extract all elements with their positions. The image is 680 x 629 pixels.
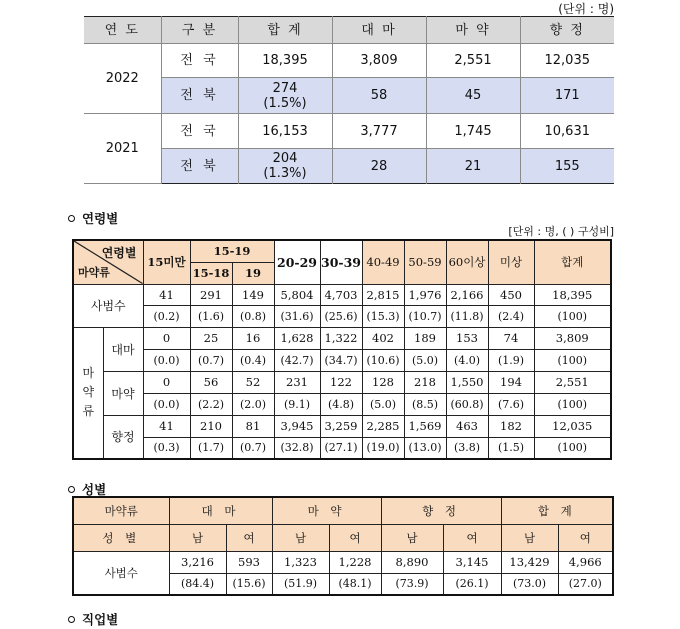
value-cell: 1,569 <box>404 415 446 437</box>
percent-cell: (4.8) <box>320 393 362 415</box>
cannabis-cell: 58 <box>332 78 426 114</box>
header-age: 15-19 <box>190 240 274 262</box>
header-male: 남 <box>169 524 226 551</box>
value-cell: 1,628 <box>274 327 320 349</box>
value-cell: 52 <box>232 371 274 393</box>
value-cell: 2,551 <box>534 371 611 393</box>
cannabis-cell: 3,809 <box>332 44 426 78</box>
value-cell: 0 <box>143 327 190 349</box>
value-cell: 593 <box>226 551 272 573</box>
value-cell: 128 <box>362 371 404 393</box>
drug-group-label <box>73 327 103 459</box>
header-age: 50-59 <box>404 240 446 284</box>
header-age: 20-29 <box>274 240 320 284</box>
value-cell: 1,976 <box>404 284 446 305</box>
psychotropic-cell: 12,035 <box>520 44 614 78</box>
narcotics-cell: 1,745 <box>426 114 520 149</box>
table-row <box>73 305 611 327</box>
year-cell: 2021 <box>84 114 161 184</box>
percent-cell: (31.6) <box>274 305 320 327</box>
percent-cell: (7.6) <box>488 393 534 415</box>
percent-cell: (19.0) <box>362 437 404 459</box>
value-cell: 56 <box>190 371 232 393</box>
value-cell: 3,216 <box>169 551 226 573</box>
percent-cell: (25.6) <box>320 305 362 327</box>
value-cell: 182 <box>488 415 534 437</box>
percent-cell: (32.8) <box>274 437 320 459</box>
percent-cell: (15.6) <box>226 573 272 595</box>
corner-bottom-label: 마약류 <box>78 265 110 279</box>
narcotics-cell: 2,551 <box>426 44 520 78</box>
table-row <box>73 284 611 305</box>
percent-cell: (100) <box>534 349 611 371</box>
value-cell: 12,035 <box>534 415 611 437</box>
table-row <box>73 327 611 349</box>
section-title: 연령별 <box>82 211 119 226</box>
value-cell: 3,145 <box>443 551 501 573</box>
percent-cell: (27.0) <box>558 573 613 595</box>
percent-cell: (100) <box>534 437 611 459</box>
row-label: 향정 <box>103 415 143 459</box>
header-psychotropic: 향 정 <box>520 17 614 44</box>
value-cell: 1,550 <box>446 371 488 393</box>
year-cell: 2022 <box>84 44 161 114</box>
total-cell: 16,153 <box>238 114 332 149</box>
percent-cell: (60.8) <box>446 393 488 415</box>
table-row <box>73 393 611 415</box>
value-cell: 1,228 <box>329 551 381 573</box>
percent-cell: (1.6) <box>190 305 232 327</box>
value-cell: 3,809 <box>534 327 611 349</box>
value-cell: 5,804 <box>274 284 320 305</box>
header-age: 15-18 <box>190 262 232 284</box>
percent-cell: (0.7) <box>190 349 232 371</box>
percent-cell: (1.7) <box>190 437 232 459</box>
header-category: 구 분 <box>161 17 238 44</box>
header-female: 여 <box>443 524 501 551</box>
percent-cell: (48.1) <box>329 573 381 595</box>
value-cell: 1,322 <box>320 327 362 349</box>
header-male: 남 <box>381 524 443 551</box>
percent-cell: (0.2) <box>143 305 190 327</box>
value-cell: 194 <box>488 371 534 393</box>
value-cell: 153 <box>446 327 488 349</box>
table-row <box>73 437 611 459</box>
percent-cell: (13.0) <box>404 437 446 459</box>
corner-header <box>73 240 143 284</box>
psychotropic-cell: 171 <box>520 78 614 114</box>
percent-cell: (10.6) <box>362 349 404 371</box>
header-gender: 성 별 <box>73 524 169 551</box>
value-cell: 81 <box>232 415 274 437</box>
table-row <box>84 44 614 78</box>
drug-group-char: 마 <box>82 366 95 381</box>
header-drug: 마약류 <box>73 497 169 524</box>
percent-cell: (0.4) <box>232 349 274 371</box>
yearly-summary-table <box>84 16 614 184</box>
percent-cell: (0.8) <box>232 305 274 327</box>
percent-cell: (9.1) <box>274 393 320 415</box>
percent-cell: (3.8) <box>446 437 488 459</box>
percent-cell: (10.7) <box>404 305 446 327</box>
table-row <box>84 114 614 149</box>
percent-cell: (27.1) <box>320 437 362 459</box>
header-year: 연 도 <box>84 17 161 44</box>
header-female: 여 <box>558 524 613 551</box>
percent-cell: (2.4) <box>488 305 534 327</box>
circle-bullet-icon <box>68 486 75 493</box>
value-cell: 25 <box>190 327 232 349</box>
percent-cell: (5.0) <box>404 349 446 371</box>
circle-bullet-icon <box>68 215 75 222</box>
total-cell <box>238 149 332 184</box>
header-age: 합계 <box>534 240 611 284</box>
table-row <box>73 415 611 437</box>
value-cell: 1,323 <box>272 551 329 573</box>
header-male: 남 <box>501 524 558 551</box>
table-row <box>84 149 614 184</box>
unit-label: [단위 : 명, ( ) 구성비] <box>508 225 614 238</box>
value-cell: 2,285 <box>362 415 404 437</box>
percent-cell: (0.0) <box>143 393 190 415</box>
table-row <box>73 371 611 393</box>
table-header-row <box>73 524 613 551</box>
value-cell: 231 <box>274 371 320 393</box>
value-cell: 463 <box>446 415 488 437</box>
value-cell: 16 <box>232 327 274 349</box>
value-cell: 149 <box>232 284 274 305</box>
percent-cell: (100) <box>534 393 611 415</box>
percent-cell: (42.7) <box>274 349 320 371</box>
percent-cell: (51.9) <box>272 573 329 595</box>
drug-group-char: 약 <box>82 385 95 400</box>
table-header-row <box>84 17 614 44</box>
total-percent: (1.3%) <box>263 166 307 181</box>
table-row <box>73 349 611 371</box>
header-age: 15미만 <box>143 240 190 284</box>
value-cell: 41 <box>143 284 190 305</box>
header-group: 대 마 <box>169 497 272 524</box>
header-female: 여 <box>329 524 381 551</box>
psychotropic-cell: 155 <box>520 149 614 184</box>
header-total: 합 계 <box>238 17 332 44</box>
table-header-row <box>73 497 613 524</box>
corner-top-label: 연령별 <box>101 246 137 260</box>
total-value: 274 <box>272 80 298 96</box>
value-cell: 291 <box>190 284 232 305</box>
header-age: 30-39 <box>320 240 362 284</box>
value-cell: 18,395 <box>534 284 611 305</box>
region-cell: 전 국 <box>161 114 238 149</box>
total-cell: 18,395 <box>238 44 332 78</box>
cannabis-cell: 3,777 <box>332 114 426 149</box>
value-cell: 13,429 <box>501 551 558 573</box>
region-cell: 전 북 <box>161 78 238 114</box>
header-age: 미상 <box>488 240 534 284</box>
region-cell: 전 북 <box>161 149 238 184</box>
total-value: 204 <box>272 151 298 166</box>
value-cell: 8,890 <box>381 551 443 573</box>
percent-cell: (34.7) <box>320 349 362 371</box>
value-cell: 210 <box>190 415 232 437</box>
percent-cell: (100) <box>534 305 611 327</box>
value-cell: 122 <box>320 371 362 393</box>
percent-cell: (2.0) <box>232 393 274 415</box>
header-age: 40-49 <box>362 240 404 284</box>
header-narcotics: 마 약 <box>426 17 520 44</box>
total-cell <box>238 78 332 114</box>
region-cell: 전 국 <box>161 44 238 78</box>
row-label: 사범수 <box>73 551 169 595</box>
percent-cell: (15.3) <box>362 305 404 327</box>
header-group: 합 계 <box>501 497 613 524</box>
gender-table <box>72 496 614 596</box>
row-label: 대마 <box>103 327 143 371</box>
percent-cell: (5.0) <box>362 393 404 415</box>
narcotics-cell: 45 <box>426 78 520 114</box>
percent-cell: (1.5) <box>488 437 534 459</box>
header-age: 19 <box>232 262 274 284</box>
row-label: 마약 <box>103 371 143 415</box>
value-cell: 2,815 <box>362 284 404 305</box>
value-cell: 0 <box>143 371 190 393</box>
header-group: 마 약 <box>272 497 381 524</box>
unit-label: (단위 : 명) <box>558 2 614 16</box>
percent-cell: (84.4) <box>169 573 226 595</box>
percent-cell: (73.0) <box>501 573 558 595</box>
percent-cell: (1.9) <box>488 349 534 371</box>
value-cell: 2,166 <box>446 284 488 305</box>
section-title: 성별 <box>82 482 107 497</box>
value-cell: 41 <box>143 415 190 437</box>
percent-cell: (8.5) <box>404 393 446 415</box>
value-cell: 402 <box>362 327 404 349</box>
section-heading-age <box>68 209 118 227</box>
value-cell: 4,966 <box>558 551 613 573</box>
section-heading-occupation <box>68 610 118 628</box>
table-row <box>84 78 614 114</box>
value-cell: 74 <box>488 327 534 349</box>
table-row <box>73 551 613 573</box>
age-table <box>72 239 612 460</box>
value-cell: 3,259 <box>320 415 362 437</box>
total-percent: (1.5%) <box>263 95 307 111</box>
value-cell: 189 <box>404 327 446 349</box>
percent-cell: (0.3) <box>143 437 190 459</box>
drug-group-char: 류 <box>82 404 95 419</box>
section-title: 직업별 <box>82 612 119 627</box>
narcotics-cell: 21 <box>426 149 520 184</box>
header-group: 향 정 <box>381 497 501 524</box>
cannabis-cell: 28 <box>332 149 426 184</box>
table-header-row <box>73 240 611 262</box>
percent-cell: (73.9) <box>381 573 443 595</box>
header-age: 60이상 <box>446 240 488 284</box>
header-female: 여 <box>226 524 272 551</box>
psychotropic-cell: 10,631 <box>520 114 614 149</box>
header-cannabis: 대 마 <box>332 17 426 44</box>
header-male: 남 <box>272 524 329 551</box>
percent-cell: (26.1) <box>443 573 501 595</box>
circle-bullet-icon <box>68 616 75 623</box>
value-cell: 218 <box>404 371 446 393</box>
value-cell: 4,703 <box>320 284 362 305</box>
value-cell: 450 <box>488 284 534 305</box>
percent-cell: (11.8) <box>446 305 488 327</box>
row-label: 사범수 <box>73 284 143 327</box>
value-cell: 3,945 <box>274 415 320 437</box>
percent-cell: (4.0) <box>446 349 488 371</box>
percent-cell: (2.2) <box>190 393 232 415</box>
percent-cell: (0.7) <box>232 437 274 459</box>
percent-cell: (0.0) <box>143 349 190 371</box>
